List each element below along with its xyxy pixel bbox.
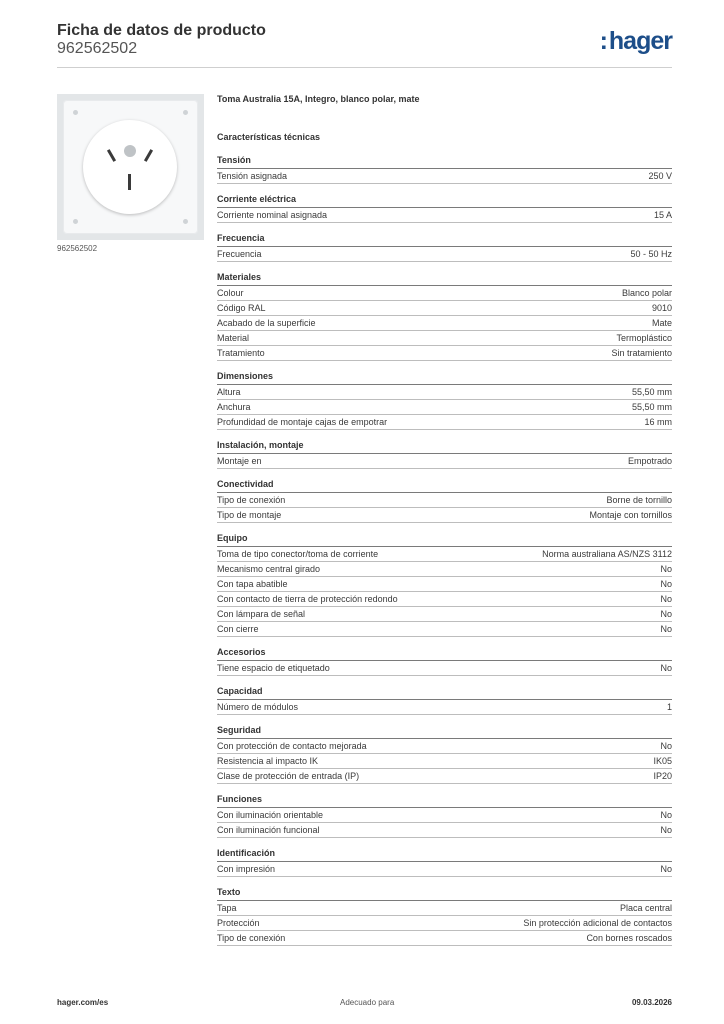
spec-value: No: [660, 663, 672, 673]
spec-label: Colour: [217, 288, 244, 298]
spec-value: Termoplástico: [616, 333, 672, 343]
spec-row: [217, 385, 672, 400]
spec-label: Material: [217, 333, 250, 343]
section-title: Identificación: [217, 846, 672, 862]
spec-row: [217, 769, 672, 784]
spec-label: Con tapa abatible: [217, 579, 288, 589]
spec-value: Sin protección adicional de contactos: [523, 918, 672, 928]
spec-row: [217, 739, 672, 754]
spec-label: Tratamiento: [217, 348, 265, 358]
footer-note: Adecuado para: [340, 998, 395, 1007]
section-title: Funciones: [217, 792, 672, 808]
product-code: 962562502: [57, 40, 138, 57]
spec-label: Corriente nominal asignada: [217, 210, 328, 220]
spec-value: 9010: [651, 303, 672, 313]
logo-colon: :: [599, 27, 608, 55]
spec-label: Frecuencia: [217, 249, 262, 259]
spec-row: [217, 622, 672, 637]
spec-value: No: [660, 594, 672, 604]
spec-row: [217, 169, 672, 184]
spec-value: No: [660, 864, 672, 874]
spec-row: [217, 346, 672, 361]
spec-row: [217, 415, 672, 430]
spec-value: Sin tratamiento: [611, 348, 672, 358]
spec-label: Con impresión: [217, 864, 276, 874]
spec-label: Con iluminación funcional: [217, 825, 320, 835]
section-title: Materiales: [217, 270, 672, 286]
spec-row: [217, 547, 672, 562]
spec-label: Número de módulos: [217, 702, 299, 712]
spec-value: Mate: [651, 318, 672, 328]
spec-section: [217, 531, 672, 637]
spec-row: [217, 700, 672, 715]
spec-value: Montaje con tornillos: [589, 510, 672, 520]
spec-value: No: [660, 825, 672, 835]
spec-label: Altura: [217, 387, 241, 397]
spec-label: Con contacto de tierra de protección redondo: [217, 594, 398, 604]
spec-value: Con bornes roscados: [586, 933, 672, 943]
spec-row: [217, 754, 672, 769]
spec-row: [217, 508, 672, 523]
section-title: Dimensiones: [217, 369, 672, 385]
spec-section: [217, 369, 672, 430]
spec-content: [217, 91, 672, 946]
page-title: Ficha de datos de producto: [57, 22, 266, 39]
spec-section: [217, 231, 672, 262]
spec-section: [217, 885, 672, 946]
section-title: Capacidad: [217, 684, 672, 700]
spec-label: Tipo de conexión: [217, 495, 286, 505]
spec-label: Montaje en: [217, 456, 262, 466]
footer-date: 09.03.2026: [631, 998, 672, 1007]
spec-row: [217, 247, 672, 262]
section-title: Corriente eléctrica: [217, 192, 672, 208]
spec-label: Tipo de conexión: [217, 933, 286, 943]
spec-value: 250 V: [648, 171, 672, 181]
spec-row: [217, 862, 672, 877]
spec-row: [217, 592, 672, 607]
spec-label: Tensión asignada: [217, 171, 288, 181]
spec-value: IP20: [653, 771, 672, 781]
spec-value: Placa central: [619, 903, 672, 913]
spec-label: Código RAL: [217, 303, 266, 313]
spec-label: Con lámpara de señal: [217, 609, 306, 619]
spec-row: [217, 454, 672, 469]
spec-label: Anchura: [217, 402, 251, 412]
spec-row: [217, 931, 672, 946]
left-pin-slot-icon: [107, 149, 116, 162]
spec-value: No: [660, 810, 672, 820]
spec-value: 55,50 mm: [631, 402, 672, 412]
spec-sections: [217, 153, 672, 946]
spec-section: [217, 192, 672, 223]
socket-face: [83, 120, 177, 214]
spec-row: [217, 493, 672, 508]
screw-bottom-right-icon: [183, 219, 188, 224]
spec-value: Empotrado: [627, 456, 672, 466]
right-pin-slot-icon: [144, 149, 153, 162]
earth-pin-slot-icon: [128, 174, 131, 190]
spec-value: 50 - 50 Hz: [630, 249, 672, 259]
section-title: Frecuencia: [217, 231, 672, 247]
spec-value: No: [660, 564, 672, 574]
spec-row: [217, 286, 672, 301]
spec-row: [217, 808, 672, 823]
section-title: Texto: [217, 885, 672, 901]
screw-top-left-icon: [73, 110, 78, 115]
spec-row: [217, 400, 672, 415]
product-image: [57, 94, 204, 240]
spec-value: 16 mm: [644, 417, 672, 427]
spec-value: No: [660, 579, 672, 589]
spec-section: [217, 645, 672, 676]
spec-label: Tipo de montaje: [217, 510, 282, 520]
spec-label: Con iluminación orientable: [217, 810, 324, 820]
spec-section: [217, 723, 672, 784]
spec-label: Toma de tipo conector/toma de corriente: [217, 549, 379, 559]
spec-label: Acabado de la superficie: [217, 318, 316, 328]
header-divider: [57, 67, 672, 68]
section-title: Accesorios: [217, 645, 672, 661]
logo-text: hager: [608, 27, 672, 55]
hager-logo: [600, 27, 672, 56]
spec-row: [217, 916, 672, 931]
spec-label: Tiene espacio de etiquetado: [217, 663, 330, 673]
spec-value: 15 A: [653, 210, 672, 220]
screw-top-right-icon: [183, 110, 188, 115]
spec-value: No: [660, 609, 672, 619]
spec-value: Borne de tornillo: [606, 495, 672, 505]
spec-value: Blanco polar: [621, 288, 672, 298]
spec-row: [217, 562, 672, 577]
tech-characteristics-title: Características técnicas: [217, 132, 321, 142]
image-caption: 962562502: [57, 244, 98, 253]
spec-section: [217, 438, 672, 469]
spec-value: IK05: [653, 756, 672, 766]
spec-value: 1: [666, 702, 672, 712]
footer-website: hager.com/es: [57, 998, 109, 1007]
spec-label: Protección: [217, 918, 260, 928]
socket-plate: [63, 100, 198, 234]
spec-section: [217, 846, 672, 877]
spec-row: [217, 208, 672, 223]
spec-label: Mecanismo central girado: [217, 564, 321, 574]
spec-value: No: [660, 624, 672, 634]
spec-row: [217, 301, 672, 316]
spec-label: Con cierre: [217, 624, 259, 634]
section-title: Tensión: [217, 153, 672, 169]
spec-row: [217, 661, 672, 676]
spec-row: [217, 901, 672, 916]
spec-label: Resistencia al impacto IK: [217, 756, 319, 766]
spec-section: [217, 684, 672, 715]
spec-row: [217, 577, 672, 592]
product-name: Toma Australia 15A, Integro, blanco polar, mate: [217, 94, 420, 104]
section-title: Conectividad: [217, 477, 672, 493]
spec-section: [217, 792, 672, 838]
section-title: Seguridad: [217, 723, 672, 739]
spec-row: [217, 823, 672, 838]
spec-value: 55,50 mm: [631, 387, 672, 397]
spec-section: [217, 153, 672, 184]
spec-row: [217, 316, 672, 331]
spec-section: [217, 477, 672, 523]
spec-label: Con protección de contacto mejorada: [217, 741, 367, 751]
spec-value: No: [660, 741, 672, 751]
switch-indicator-icon: [124, 145, 136, 157]
section-title: Instalación, montaje: [217, 438, 672, 454]
spec-row: [217, 607, 672, 622]
spec-row: [217, 331, 672, 346]
spec-section: [217, 270, 672, 361]
spec-label: Tapa: [217, 903, 237, 913]
spec-label: Clase de protección de entrada (IP): [217, 771, 360, 781]
screw-bottom-left-icon: [73, 219, 78, 224]
spec-label: Profundidad de montaje cajas de empotrar: [217, 417, 388, 427]
spec-value: Norma australiana AS/NZS 3112: [542, 549, 672, 559]
section-title: Equipo: [217, 531, 672, 547]
